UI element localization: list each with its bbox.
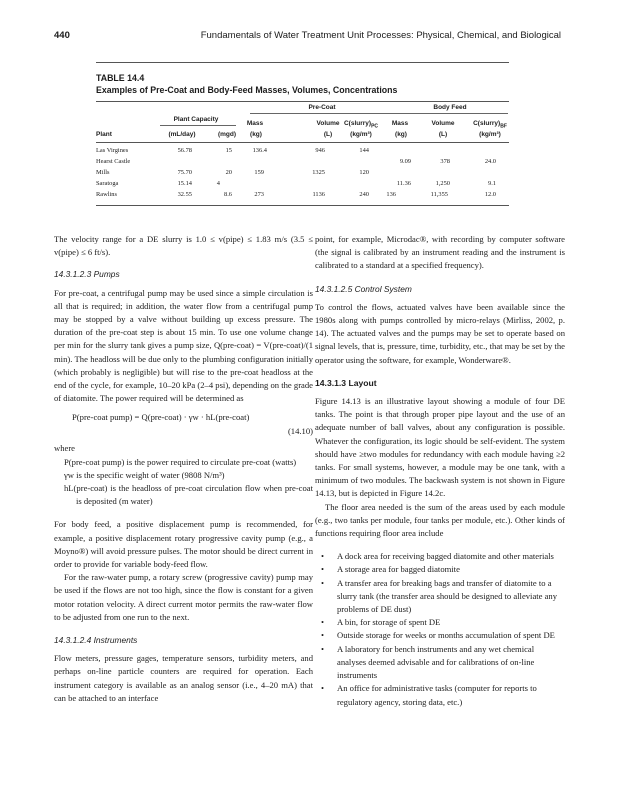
definition-item: hL(pre-coat) is the headloss of pre-coat circulation flow when pre-coat is deposited (m water) — [64, 483, 313, 507]
table-cell-bf-mass: 11.36 — [396, 180, 411, 187]
bodyfeed-underline — [390, 113, 508, 114]
list-item — [315, 563, 565, 576]
table-cell-plant: Rawlins — [96, 191, 117, 198]
plantcap-underline — [160, 125, 236, 126]
table-header-rule — [96, 101, 509, 102]
paragraph: For the raw-water pump, a rotary screw (progressive cavity) pump may be used if the flows are not too high, since the flow is constant for a given motor rotation velocity. A direct current motor permits the raw-water flow to be adjusted from one run to the next. — [54, 572, 313, 622]
table-cell-plant: Las Virgines — [96, 147, 129, 154]
table-cell-pc-cslurry: 120 — [359, 169, 369, 176]
running-header — [0, 30, 617, 46]
col-header-bf-kg: (kg) — [395, 131, 407, 138]
col-header-pc-mass: Mass — [246, 120, 264, 127]
table-cell-pc-cslurry: 144 — [359, 147, 369, 154]
table-cell-pc-volume: 946 — [315, 147, 325, 154]
bullet-icon: • — [321, 577, 325, 588]
section-heading-instruments: 14.3.1.2.4 Instruments — [54, 635, 138, 646]
paragraph: Flow meters, pressure gages, temperature sensors, turbidity meters, and perhaps on-line particle counters are required for operation. Each instrument category is available as an analog sensor (i.e., 4–20 mA) that can be attached to an interface — [54, 653, 313, 703]
list-item-text: A bin, for storage of spent DE — [337, 617, 441, 628]
table-cell-mgd: 20 — [225, 169, 232, 176]
col-header-pc-L: (L) — [323, 131, 333, 138]
bullet-icon: • — [321, 551, 325, 562]
list-item — [315, 682, 565, 708]
table-cell-mlday: 32.55 — [177, 191, 192, 198]
paragraph: The velocity range for a DE slurry is 1.0 ≤ v(pipe) ≤ 1.83 m/s (3.5 ≤ v(pipe) ≤ 6 ft/s). — [54, 234, 313, 258]
paragraph: The floor area needed is the sum of the areas used by each module (e.g., two tanks per module, four tanks per module, etc.). Other kinds of functions requiring floor area include — [315, 501, 565, 539]
col-header-bf-cslurry: $C(slurry)_{BF}$ — [473, 120, 507, 130]
table-cell-plant: Hearst Castle — [96, 158, 131, 165]
table-cell-mgd: 4 — [216, 180, 220, 187]
precoat-underline — [250, 113, 390, 114]
bullet-icon: • — [321, 630, 325, 641]
table-cell-pc-volume: 1325 — [312, 169, 325, 176]
section-heading-layout: 14.3.1.3 Layout — [315, 377, 377, 388]
page-number: 440 — [54, 30, 70, 41]
table-cell-bf-volume: 11,355 — [430, 191, 448, 198]
list-item — [315, 577, 565, 617]
table-cell-bf-mass: 136 — [386, 191, 396, 198]
table-cell-mgd: 15 — [225, 147, 232, 154]
table-cell-pc-volume: 1136 — [312, 191, 325, 198]
bullet-icon: • — [321, 643, 325, 654]
right-column — [315, 233, 565, 709]
list-item — [315, 629, 565, 642]
bullet-icon: • — [321, 617, 325, 628]
list-item-text: An office for administrative tasks (computer for reports to regulatory agency, storing data, etc.) — [337, 683, 537, 707]
list-item-text: A dock area for receiving bagged diatomite and other materials — [337, 551, 554, 562]
definition-item: γw is the specific weight of water (9808 N/m³) — [64, 469, 225, 480]
list-item — [315, 550, 565, 563]
equation-number: (14.10) — [287, 426, 313, 437]
col-header-plant: Plant — [96, 131, 112, 138]
table-cell-mlday: 75.70 — [177, 169, 192, 176]
section-heading-control-system: 14.3.1.2.5 Control System — [315, 283, 412, 294]
table-cell-bf-volume: 378 — [440, 158, 450, 165]
table-cell-pc-mass: 136.4 — [252, 147, 267, 154]
definition-list — [54, 442, 313, 508]
where-label: where — [54, 443, 75, 454]
group-header-plant-capacity: Plant Capacity — [173, 116, 219, 123]
group-header-bodyfeed: Body Feed — [433, 104, 467, 111]
paragraph: For pre-coat, a centrifugal pump may be used since a simple circulation is all that is required; in addition, the water flow from a centrifugal pump may be stopped by a valve without building up excess pressure. The duration of the pre-coat step is about 15 min. To use one volume change per min for the slurry tank gives a pump size, Q(pre-coat) = V(pre-coat)/(1 min). The headloss will be due only to the plumbing configuration initially (which probably is negligible) but will rise to the pre-coat headloss at the end of the cycle, for example, 10–20 kPa (2–4 psi), depending on the grade of diatomite. The power required will be determined as — [54, 287, 313, 404]
table-cell-pc-mass: 159 — [254, 169, 264, 176]
paragraph: For body feed, a positive displacement pump is recommended, for example, a positive displacement rotary progressive cavity pump (e.g., a Moyno®) will avoid pressure pulses. The motor should be direct current in order to provide for variable body-feed flow. — [54, 519, 313, 570]
table-cell-bf-cslurry: 24.0 — [484, 158, 496, 165]
col-header-bf-volume: Volume — [431, 120, 455, 127]
list-item-text: A laboratory for bench instruments and any wet chemical analyses deemed advisable and for calibrations of on-line instruments — [337, 643, 535, 681]
running-title: Fundamentals of Water Treatment Unit Processes: Physical, Chemical, and Biological — [200, 30, 561, 41]
col-header-bf-kgm3: (kg/m³) — [479, 131, 501, 138]
col-header-bf-mass: Mass — [391, 120, 409, 127]
col-header-mlday: (mL/day) — [168, 131, 196, 138]
table-top-rule — [96, 62, 509, 63]
table-cell-bf-cslurry: 9.1 — [488, 180, 496, 187]
bullet-icon: • — [321, 564, 325, 575]
equation-body: P(pre-coat pump) = Q(pre-coat) · γw · hL(pre-coat) — [72, 412, 250, 423]
table-cell-bf-cslurry: 12.0 — [484, 191, 496, 198]
list-item-text: A storage area for bagged diatomite — [337, 564, 460, 575]
table-label: TABLE 14.4 — [96, 73, 145, 83]
section-heading-pumps: 14.3.1.2.3 Pumps — [54, 269, 120, 280]
table-cell-plant: Saratoga — [96, 180, 119, 187]
equation-14-10 — [54, 411, 313, 438]
col-header-mgd: (mgd) — [217, 131, 237, 138]
table-caption-block — [96, 72, 509, 96]
paragraph: point, for example, Microdac®, with recording by computer software (the signal is calibrated by an instrument reading and the instrument is calibrated to a standard at a specified frequency). — [315, 234, 565, 271]
paragraph: To control the flows, actuated valves have been available since the 1980s along with pumps controlled by micro-relays (Mirliss, 2002, p. 14). The actuated valves and the pumps may be set to operate based on signal levels, that is, pressure, time, turbidity, etc., that may be set by the operator using the software, for example, Wonderware®. — [315, 301, 565, 365]
col-header-pc-kgm3: (kg/m³) — [350, 131, 372, 138]
col-header-bf-L: (L) — [438, 131, 448, 138]
table-cell-mlday: 15.14 — [177, 180, 192, 187]
list-item — [315, 643, 565, 683]
table-caption: Examples of Pre-Coat and Body-Feed Masses, Volumes, Concentrations — [96, 85, 398, 95]
col-header-pc-kg: (kg) — [250, 131, 262, 138]
col-header-pc-cslurry: $C(slurry)_{PC}$ — [343, 120, 379, 130]
bullet-icon: • — [321, 683, 325, 694]
table-body-rule — [96, 142, 509, 143]
list-item-text: A transfer area for breaking bags and transfer of diatomite to a slurry tank (the transfer area should be designed to alleviate any problems of DE dust) — [337, 577, 558, 615]
bullet-list — [315, 550, 565, 708]
list-item — [315, 616, 565, 629]
table-bottom-rule — [96, 205, 509, 206]
table-cell-mlday: 56.78 — [177, 147, 192, 154]
definition-item: P(pre-coat pump) is the power required to circulate pre-coat (watts) — [64, 456, 297, 467]
table-cell-pc-mass: 273 — [254, 191, 264, 198]
list-item-text: Outside storage for weeks or months accumulation of spent DE — [337, 630, 555, 641]
group-header-precoat: Pre-Coat — [308, 104, 336, 111]
table-cell-plant: Mills — [96, 169, 110, 176]
table-cell-bf-volume: 1,250 — [435, 180, 450, 187]
paragraph: Figure 14.13 is an illustrative layout showing a module of four DE tanks. The point is that through proper pipe layout and the use of an adequate number of ball valves, about any configuration is possible. Whatever the configuration, its logic should be self-evident. The system should have ≥two modules for redundancy with each module having ≥2 tanks. For small systems, however, a module may be one tank, with a minimum of two modules. The backwash system is not shown in Figure 14.13, but is depicted in Figure 14.2c. — [315, 396, 565, 499]
table-cell-pc-cslurry: 240 — [359, 191, 369, 198]
col-header-pc-volume: Volume — [316, 120, 340, 127]
table-cell-mgd: 8.6 — [224, 191, 232, 198]
left-column — [54, 233, 313, 705]
table-cell-bf-mass: 9.09 — [399, 158, 411, 165]
